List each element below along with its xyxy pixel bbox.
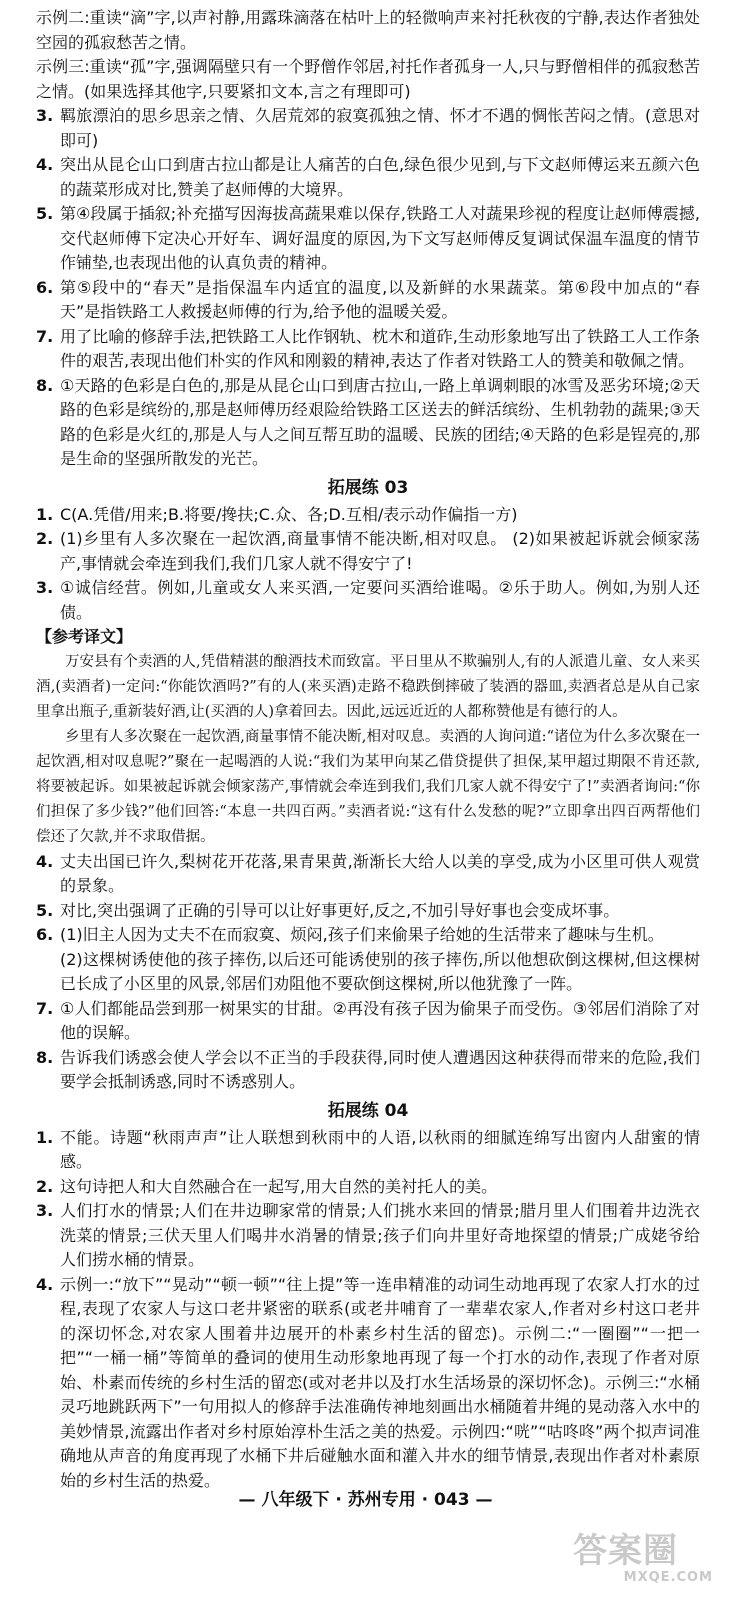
section-heading-03: 拓展练 03 xyxy=(327,477,409,498)
example-two-text: 示例二:重读“滴”字,以声衬静,用露珠滴落在枯叶上的轻微响声来衬托秋夜的宁静,表达作者独处空园的孤寂愁苦之情。 xyxy=(36,8,700,52)
item-number: 3. xyxy=(36,106,54,125)
answer-item xyxy=(36,850,700,899)
answer-item xyxy=(36,202,700,276)
answer-item xyxy=(36,276,700,325)
item-number: 3. xyxy=(36,578,54,597)
item-number: 1. xyxy=(36,1127,54,1147)
item-number: 3. xyxy=(36,1201,54,1220)
translation-paragraph: 乡里有人多次聚在一起饮酒,商量事情不能决断,相对叹息。卖酒的人询问道:“诸位为什么多次聚在一起饮酒,相对叹息呢?”聚在一起喝酒的人说:“我们为某甲向某乙借贷提供了担保,某甲超过期限不肯还款,将要被起诉。如果被起诉就会倾家荡产,事情就会牵连到我们,我们几家人就不得安宁了!”卖酒者询问:“你们担保了多少钱?”他们回答:“本息一共四百两。”卖酒者说:“这有什么发愁的呢?”立即拿出四百两帮他们偿还了欠款,并不求取借据。 xyxy=(36,728,700,845)
item-number: 5. xyxy=(36,900,54,920)
answer-item xyxy=(36,325,700,374)
item-text: 第④段属于插叙;补充描写因海拔高蔬果难以保存,铁路工人对蔬果珍视的程度让赵师傅震撼,交代赵师傅下定决心开好车、调好温度的原因,为下文写赵师傅反复调试保温车温度的情节作铺垫,也表现出他的认真负责的精神。 xyxy=(60,204,700,272)
item-number: 4. xyxy=(36,851,54,871)
item-text: C(A.凭借/用来;B.将要/搀扶;C.众、各;D.互相/表示动作偏指一方) xyxy=(60,504,518,524)
item-text: ①人们都能品尝到那一树果实的甘甜。②再没有孩子因为偷果子而受伤。③邻居们消除了对他的误解。 xyxy=(60,998,700,1042)
item-text: ①天路的色彩是白色的,那是从昆仑山口到唐古拉山,一路上单调刺眼的冰雪及恶劣环境;②天路的色彩是缤纷的,那是赵师傅历经艰险给铁路工区送去的鲜活缤纷、生机勃勃的蔬果;③天路的色彩是火红的,那是人与人之间互帮互助的温暖、民族的团结;④天路的色彩是锃亮的,那是生命的坚强所散发的光芒。 xyxy=(60,375,700,468)
answer-item xyxy=(36,576,700,625)
item-text: 示例一:“放下”“晃动”“顿一顿”“往上提”等一连串精准的动词生动地再现了农家人打水的过程,表现了农家人与这口老井紧密的联系(或老井哺育了一辈辈农家人,作者对乡村这口老井的深切怀念,对农家人围着井边展开的朴素乡村生活的留恋)。示例二:“一圈圈”“一把一把”“一桶一桶”等简单的叠词的使用生动形象地再现了每一个打水的动作,表现了作者对原始、朴素而传统的乡村生活的留恋(或对老井以及打水生活场景的深切怀念)。示例三:“水桶灵巧地跳跃两下”一句用拟人的修辞手法准确传神地刻画出水桶随着井绳的晃动落入水中的美妙情景,流露出作者对乡村原始淳朴生活之美的热爱。示例四:“咣”“咕咚咚”两个拟声词准确地从声音的角度再现了水桶下井后碰触水面和灌入井水的细节情景,表现出作者对朴素原始的乡村生活的热爱。 xyxy=(60,1274,700,1490)
answer-item xyxy=(36,1199,700,1273)
item-text: 丈夫出国已许久,梨树花开花落,果青果黄,渐渐长大给人以美的享受,成为小区里可供人观赏的景象。 xyxy=(60,851,700,895)
answer-item xyxy=(36,997,700,1046)
item-text: (1)乡里有人多次聚在一起饮酒,商量事情不能决断,相对叹息。 (2)如果被起诉就会倾家荡产,事情就会牵连到我们,我们几家人就不得安宁了! xyxy=(60,529,700,573)
item-text: 对比,突出强调了正确的引导可以让好事更好,反之,不加引导好事也会变成坏事。 xyxy=(60,900,620,920)
page-footer: — 八年级下 · 苏州专用 · 043 — xyxy=(238,1490,493,1510)
item-text: 人们打水的情景;人们在井边聊家常的情景;人们挑水来回的情景;腊月里人们围着井边洗衣洗菜的情景;三伏天里人们喝井水消暑的情景;孩子们向井里好奇地探望的情景;广成姥爷给人们捞水桶的情景。 xyxy=(60,1201,700,1269)
answer-item xyxy=(36,104,700,153)
answer-item xyxy=(36,527,700,576)
item-text: 这句诗把人和大自然融合在一起写,用大自然的美衬托人的美。 xyxy=(60,1176,498,1196)
item-number: 2. xyxy=(36,1176,54,1196)
example-three-text: 示例三:重读“孤”字,强调隔壁只有一个野僧作邻居,衬托作者孤身一人,只与野僧相伴的孤寂愁苦之情。(如果选择其他字,只要紧扣文本,言之有理即可) xyxy=(36,57,700,101)
page-content xyxy=(36,6,700,1493)
item-number: 4. xyxy=(36,1274,54,1294)
item-text: 告诉我们诱惑会使人学会以不正当的手段获得,同时使人遭遇因这种获得而带来的危险,我们要学会抵制诱惑,同时不诱惑别人。 xyxy=(60,1047,700,1091)
watermark-url: MXQE.COM xyxy=(623,1570,713,1585)
reference-translation-label: 【参考译文】 xyxy=(36,627,133,646)
item-text: 羁旅漂泊的思乡思亲之情、久居荒郊的寂寞孤独之情、怀才不遇的惆怅苦闷之情。(意思对即可) xyxy=(60,106,700,150)
translation-paragraph: 万安县有个卖酒的人,凭借精湛的酿酒技术而致富。平日里从不欺骗别人,有的人派遣儿童、女人来买酒,(卖酒者)一定问:“你能饮酒吗?”有的人(来买酒)走路不稳跌倒摔破了装酒的器皿,卖酒者总是从自己家里拿出瓶子,重新装好酒,让(买酒的人)拿着回去。因此,远远近近的人都称赞他是有德行的人。 xyxy=(36,653,700,720)
item-number: 5. xyxy=(36,204,54,223)
watermark-logo xyxy=(573,1532,713,1586)
answer-item xyxy=(36,374,700,472)
item-number: 7. xyxy=(36,998,54,1018)
item-text: 用了比喻的修辞手法,把铁路工人比作钢轨、枕木和道砟,生动形象地写出了铁路工人工作条件的艰苦,表现出他们朴实的作风和刚毅的精神,表达了作者对铁路工人的赞美和敬佩之情。 xyxy=(60,326,700,370)
item-text: 第⑤段中的“春天”是指保温车内适宜的温度,以及新鲜的水果蔬菜。第⑥段中加点的“春天”是指铁路工人救援赵师傅的行为,给予他的温暖关爱。 xyxy=(60,277,700,321)
item-number: 8. xyxy=(36,375,54,395)
item-text: ①诚信经营。例如,儿童或女人来买酒,一定要问买酒给谁喝。②乐于助人。例如,为别人还债。 xyxy=(60,578,700,622)
item-text: 不能。诗题“秋雨声声”让人联想到秋雨中的人语,以秋雨的细腻连绵写出窗内人甜蜜的情感。 xyxy=(60,1127,700,1171)
answer-item xyxy=(36,923,700,948)
item-number: 7. xyxy=(36,326,54,346)
item-number: 6. xyxy=(36,277,54,297)
answer-item xyxy=(36,503,700,528)
item-number: 1. xyxy=(36,504,54,524)
item-text: (1)旧主人因为丈夫不在而寂寞、烦闷,孩子们来偷果子给她的生活带来了趣味与生机。 xyxy=(60,925,664,944)
answer-item xyxy=(36,1273,700,1494)
item-text: 突出从昆仑山口到唐古拉山都是让人痛苦的白色,绿色很少见到,与下文赵师傅运来五颜六色的蔬菜形成对比,赞美了赵师傅的大境界。 xyxy=(60,155,700,199)
watermark-mark: 答案圈 xyxy=(573,1531,678,1571)
item-number: 8. xyxy=(36,1047,54,1067)
item-number: 2. xyxy=(36,529,54,548)
answer-item xyxy=(36,1126,700,1175)
answer-item xyxy=(36,1175,700,1200)
item-6-part-2: (2)这棵树诱使他的孩子摔伤,以后还可能诱使别的孩子摔伤,所以他想砍倒这棵树,但这棵树已长成了小区里的风景,邻居们劝阻他不要砍倒这棵树,所以他犹豫了一阵。 xyxy=(60,949,700,993)
section-heading-04: 拓展练 04 xyxy=(327,1100,409,1121)
item-number: 6. xyxy=(36,925,54,944)
item-number: 4. xyxy=(36,155,54,174)
answer-item xyxy=(36,1046,700,1095)
answer-item xyxy=(36,153,700,202)
answer-item xyxy=(36,899,700,924)
